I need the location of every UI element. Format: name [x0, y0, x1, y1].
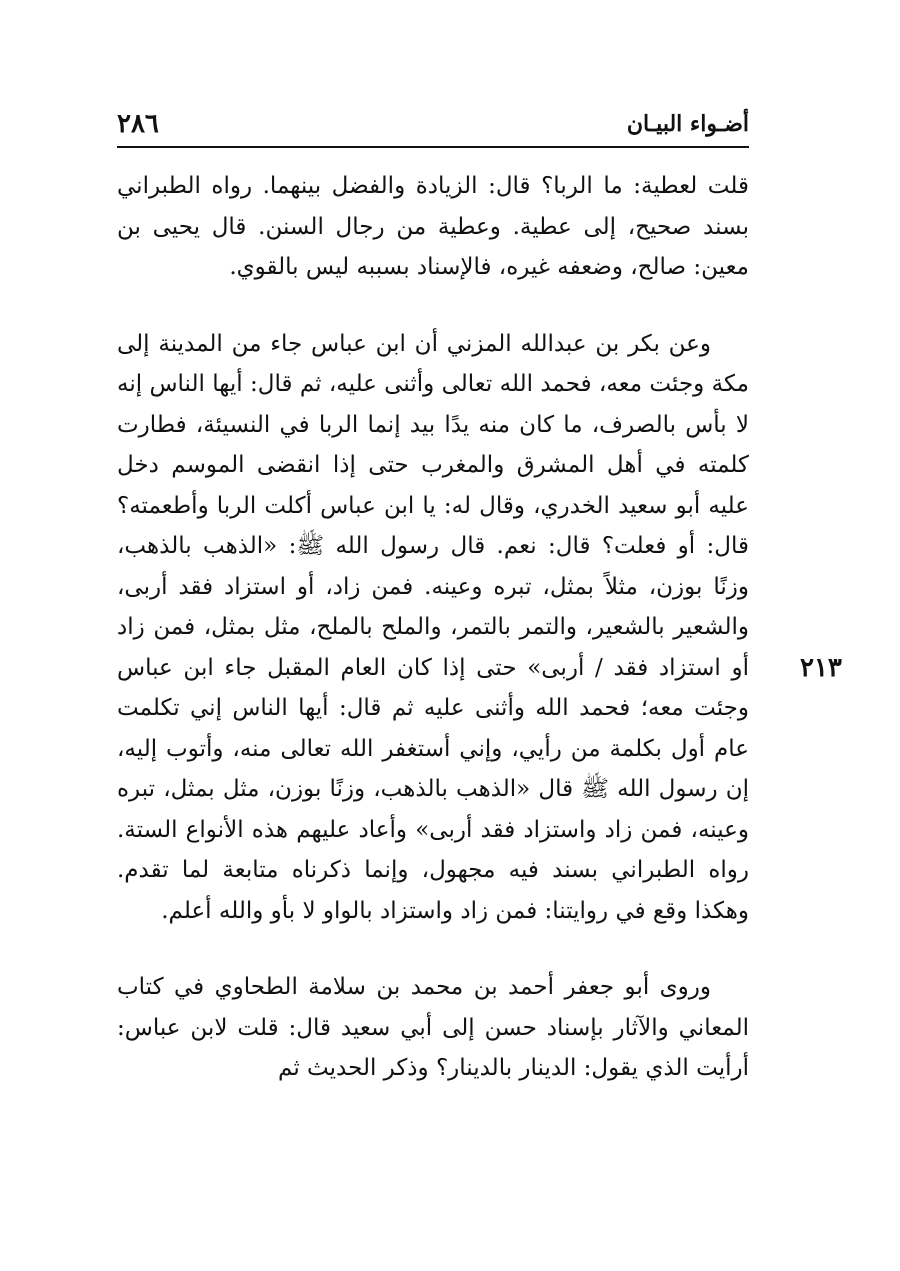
page-body [117, 166, 749, 1089]
paragraph-3: وروى أبو جعفر أحمد بن محمد بن سلامة الطحاوي في كتاب المعاني والآثار بإسناد حسن إلى أبي سعيد قال: قلت لابن عباس: أرأيت الذي يقول: الدينار بالدينار؟ وذكر الحديث ثم [117, 974, 749, 1081]
book-title: أضـواء البيـان [626, 111, 749, 137]
page-number: ٢٨٦ [117, 109, 159, 139]
header-divider [117, 146, 749, 148]
paragraph-1: قلت لعطية: ما الربا؟ قال: الزيادة والفضل بينهما. رواه الطبراني بسند صحيح، إلى عطية. وعطية من رجال السنن. قال يحيى بن معين: صالح، وضعفه غيره، فالإسناد بسببه ليس بالقوي. [117, 173, 749, 280]
page-header [117, 108, 749, 148]
paragraph-2: وعن بكر بن عبدالله المزني أن ابن عباس جاء من المدينة إلى مكة وجئت معه، فحمد الله تعالى وأثنى عليه، ثم قال: أيها الناس إنه لا بأس بالصرف، ما كان منه يدًا بيد إنما الربا في النسيئة، فطارت كلمته في أهل المشرق والمغرب حتى إذا انقضى الموسم دخل عليه أبو سعيد الخدري، وقال له: يا ابن عباس أكلت الربا وأطعمته؟ قال: أو فعلت؟ قال: نعم. قال رسول الله ﷺ: «الذهب بالذهب، وزنًا بوزن، مثلاً بمثل، تبره وعينه. فمن زاد، أو استزاد فقد أربى، والشعير بالشعير، والتمر بالتمر، والملح بالملح، مثل بمثل، فمن زاد أو استزاد فقد / أربى» حتى إذا كان العام المقبل جاء ابن عباس وجئت معه؛ فحمد الله وأثنى عليه ثم قال: أيها الناس إني تكلمت عام أول بكلمة من رأيي، وإني أستغفر الله تعالى منه، وأتوب إليه، إن رسول الله ﷺ قال «الذهب بالذهب، وزنًا بوزن، مثل بمثل، تبره وعينه، فمن زاد واستزاد فقد أربى» وأعاد عليهم هذه الأنواع الستة. رواه الطبراني بسند فيه مجهول، وإنما ذكرناه متابعة لما تقدم. وهكذا وقع في روايتنا: فمن زاد واستزاد بالواو لا بأو والله أعلم. [117, 330, 749, 924]
margin-page-reference: ٢١٣ [800, 653, 842, 683]
